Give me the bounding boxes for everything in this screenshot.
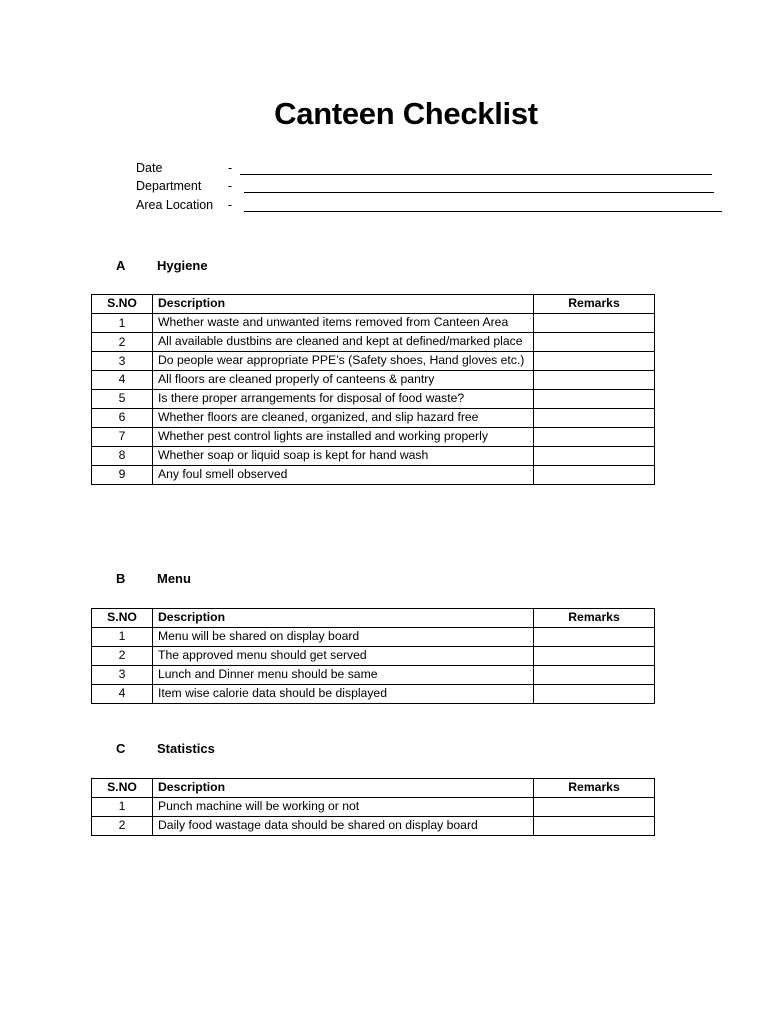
table-row [92, 817, 655, 836]
table-row [92, 333, 655, 352]
area-location-label: Area Location [136, 198, 214, 212]
page-title: Canteen Checklist [274, 96, 538, 131]
row-description: Item wise calorie data should be displayed [153, 685, 534, 704]
department-separator: - [228, 179, 233, 193]
row-number: 1 [92, 628, 153, 647]
table-row [92, 798, 655, 817]
table-header-row [92, 609, 655, 628]
row-remarks-cell[interactable] [534, 314, 655, 333]
row-number: 4 [92, 685, 153, 704]
table-row [92, 390, 655, 409]
table-row [92, 628, 655, 647]
date-blank-line[interactable] [240, 174, 712, 175]
row-number: 9 [92, 466, 153, 485]
menu-table [91, 608, 655, 704]
table-row [92, 314, 655, 333]
date-separator: - [228, 161, 233, 175]
table-row [92, 428, 655, 447]
date-label: Date [136, 161, 163, 175]
area-location-separator: - [228, 198, 233, 212]
row-description: The approved menu should get served [153, 647, 534, 666]
table-header-row [92, 779, 655, 798]
section-name: Menu [157, 571, 191, 586]
row-description: Do people wear appropriate PPE’s (Safety shoes, Hand gloves etc.) [153, 352, 534, 371]
row-remarks-cell[interactable] [534, 333, 655, 352]
row-remarks-cell[interactable] [534, 647, 655, 666]
table-row [92, 447, 655, 466]
row-number: 1 [92, 314, 153, 333]
row-remarks-cell[interactable] [534, 685, 655, 704]
row-description: All floors are cleaned properly of canteens & pantry [153, 371, 534, 390]
row-remarks-cell[interactable] [534, 628, 655, 647]
description-header: Description [153, 609, 534, 628]
table-row [92, 352, 655, 371]
row-remarks-cell[interactable] [534, 666, 655, 685]
row-remarks-cell[interactable] [534, 371, 655, 390]
section-letter: A [116, 258, 126, 273]
section-name: Hygiene [157, 258, 208, 273]
row-description: Whether waste and unwanted items removed from Canteen Area [153, 314, 534, 333]
table-row [92, 371, 655, 390]
table-row [92, 685, 655, 704]
row-number: 7 [92, 428, 153, 447]
row-remarks-cell[interactable] [534, 466, 655, 485]
table-row [92, 647, 655, 666]
row-description: Menu will be shared on display board [153, 628, 534, 647]
row-number: 8 [92, 447, 153, 466]
department-blank-line[interactable] [244, 192, 714, 193]
row-remarks-cell[interactable] [534, 352, 655, 371]
row-number: 2 [92, 647, 153, 666]
row-number: 6 [92, 409, 153, 428]
department-label: Department [136, 179, 202, 193]
row-remarks-cell[interactable] [534, 390, 655, 409]
row-remarks-cell[interactable] [534, 817, 655, 836]
row-number: 5 [92, 390, 153, 409]
row-number: 3 [92, 666, 153, 685]
statistics-table [91, 778, 655, 836]
hygiene-table [91, 294, 655, 485]
area-location-blank-line[interactable] [244, 211, 722, 212]
row-description: Is there proper arrangements for disposal of food waste? [153, 390, 534, 409]
remarks-header: Remarks [534, 779, 655, 798]
row-description: Punch machine will be working or not [153, 798, 534, 817]
row-number: 2 [92, 333, 153, 352]
row-description: Daily food wastage data should be shared on display board [153, 817, 534, 836]
description-header: Description [153, 295, 534, 314]
remarks-header: Remarks [534, 295, 655, 314]
row-number: 4 [92, 371, 153, 390]
remarks-header: Remarks [534, 609, 655, 628]
row-description: Whether pest control lights are installed and working properly [153, 428, 534, 447]
table-row [92, 466, 655, 485]
row-remarks-cell[interactable] [534, 798, 655, 817]
row-number: 1 [92, 798, 153, 817]
section-name: Statistics [157, 741, 215, 756]
table-header-row [92, 295, 655, 314]
row-description: Whether soap or liquid soap is kept for hand wash [153, 447, 534, 466]
row-description: Whether floors are cleaned, organized, and slip hazard free [153, 409, 534, 428]
row-remarks-cell[interactable] [534, 428, 655, 447]
row-number: 2 [92, 817, 153, 836]
row-remarks-cell[interactable] [534, 409, 655, 428]
table-row [92, 409, 655, 428]
sno-header: S.NO [92, 779, 153, 798]
section-letter: B [116, 571, 126, 586]
row-number: 3 [92, 352, 153, 371]
row-description: All available dustbins are cleaned and kept at defined/marked place [153, 333, 534, 352]
table-row [92, 666, 655, 685]
row-remarks-cell[interactable] [534, 447, 655, 466]
row-description: Lunch and Dinner menu should be same [153, 666, 534, 685]
description-header: Description [153, 779, 534, 798]
section-letter: C [116, 741, 126, 756]
row-description: Any foul smell observed [153, 466, 534, 485]
sno-header: S.NO [92, 609, 153, 628]
sno-header: S.NO [92, 295, 153, 314]
